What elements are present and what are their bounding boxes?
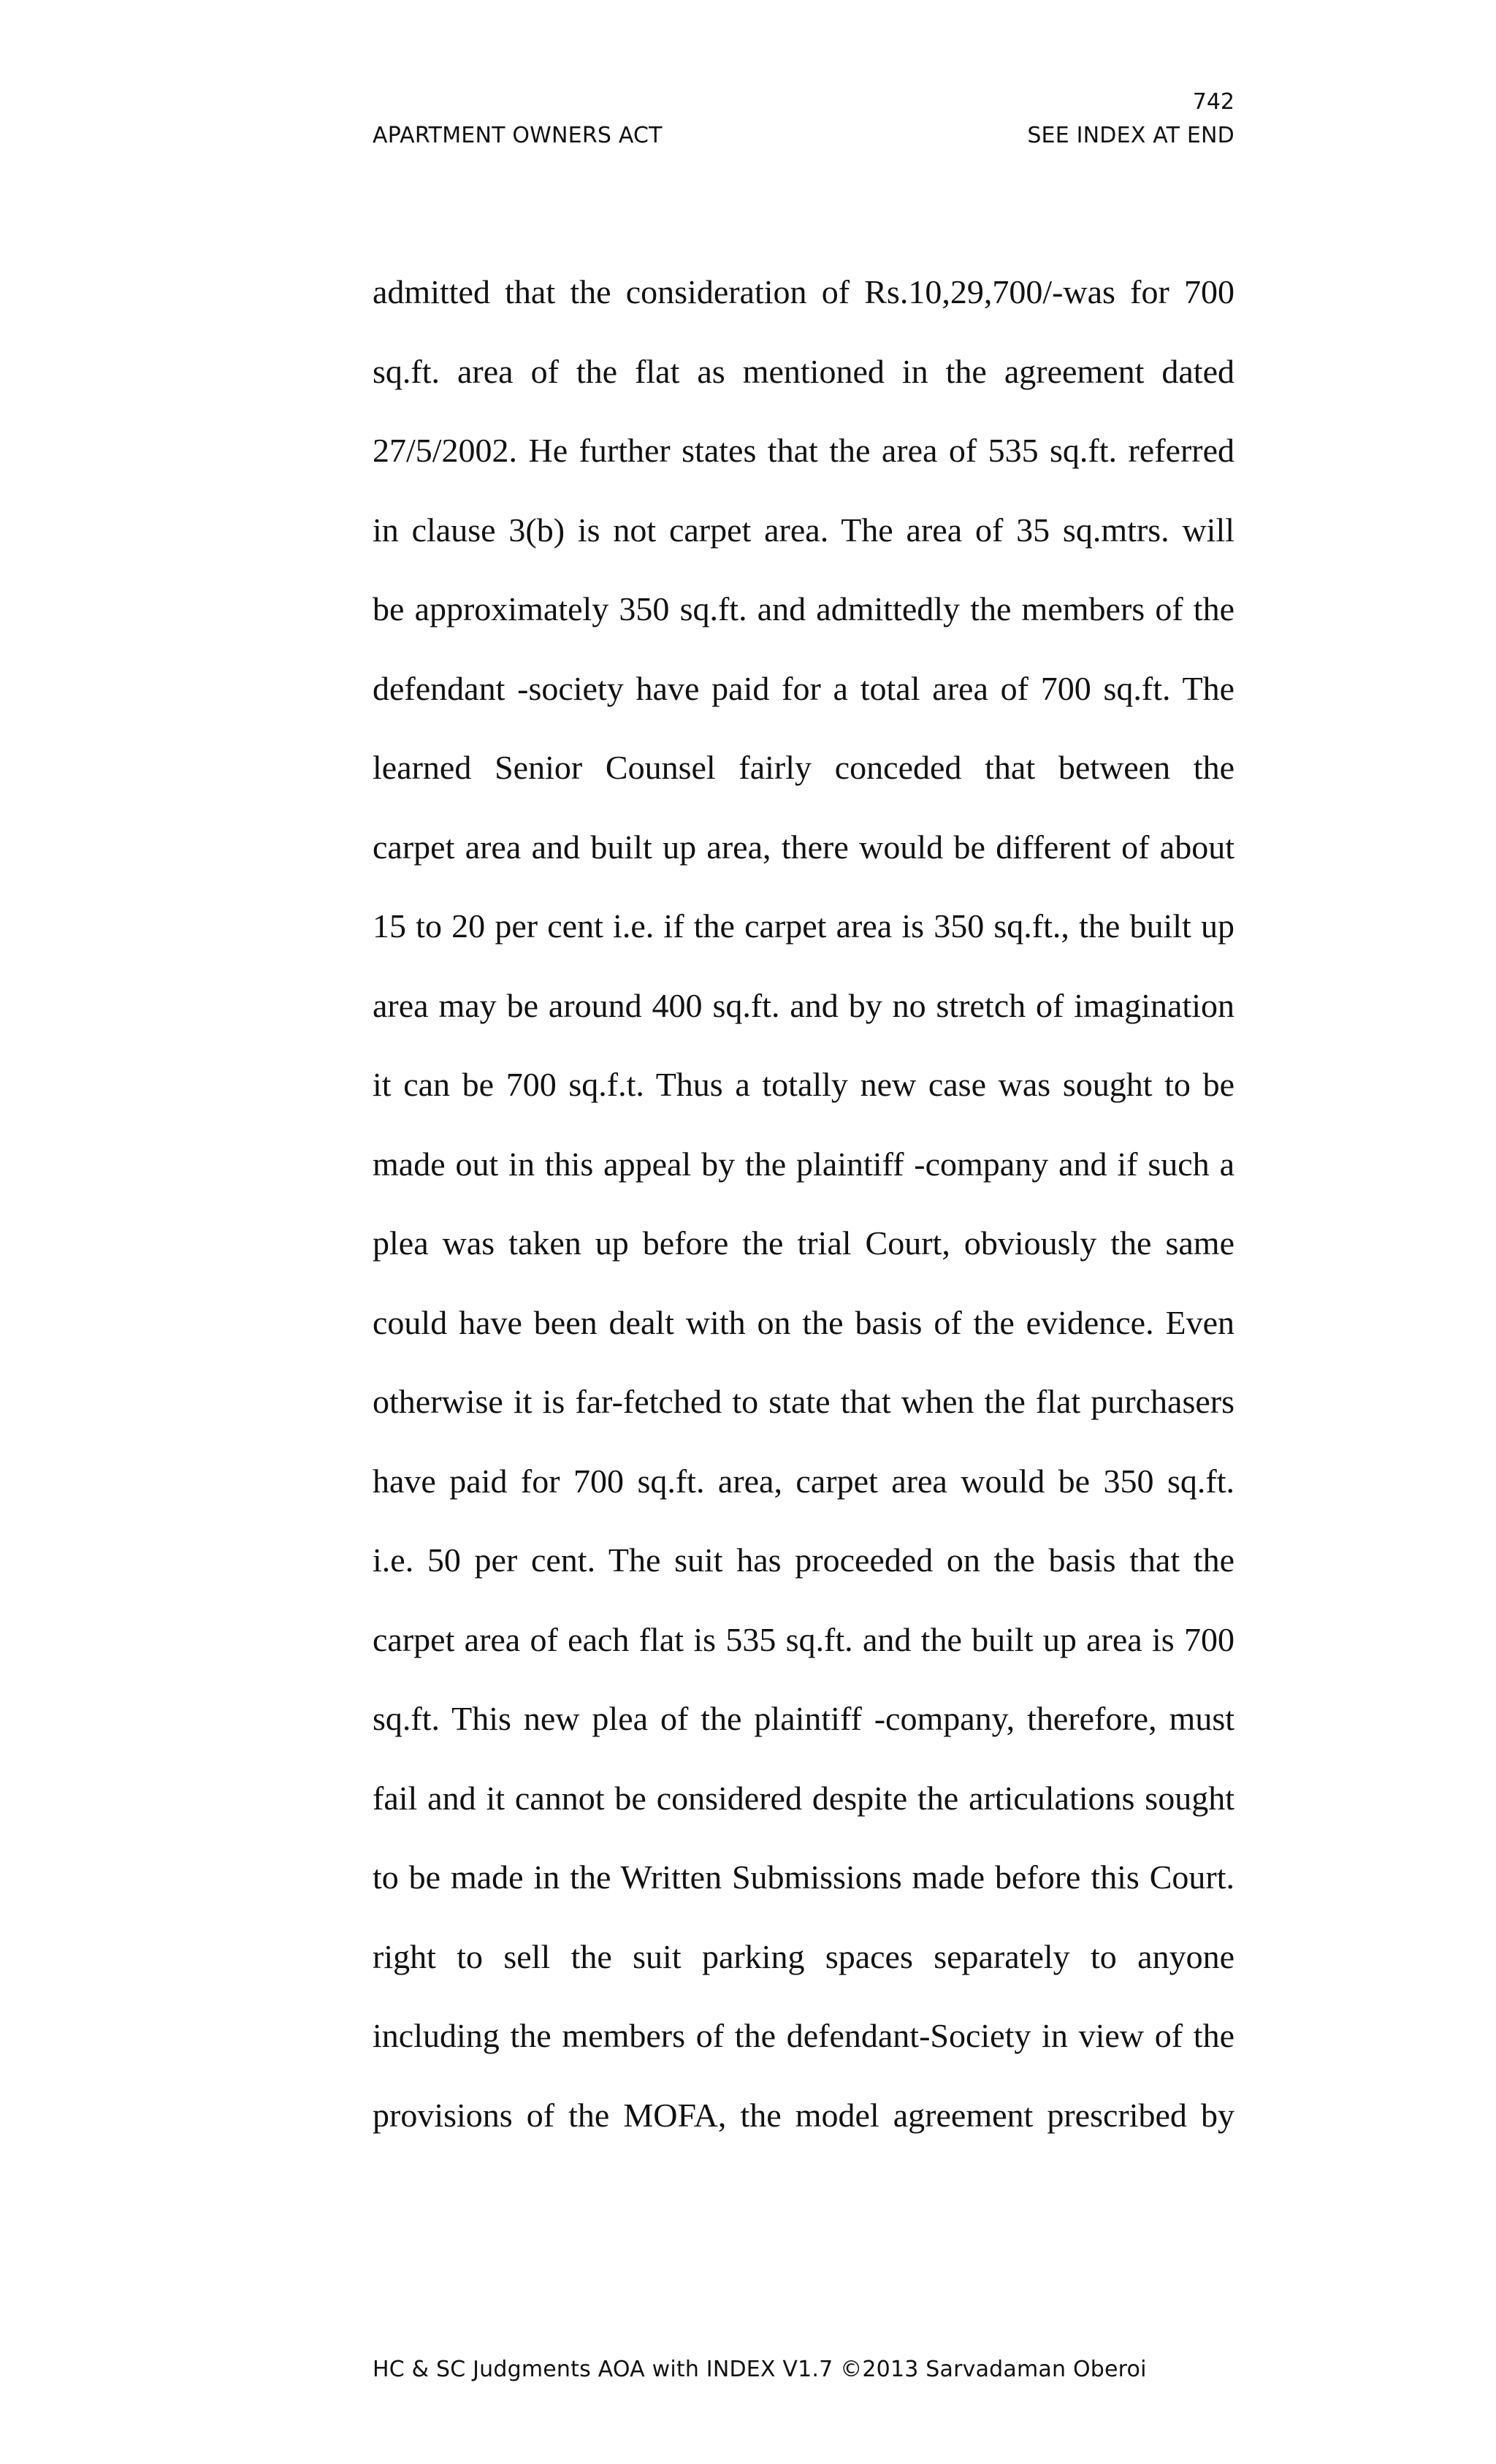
body-line: including the members of the defendant-Society in view of the xyxy=(373,2017,1234,2054)
body-line: area may be around 400 sq.ft. and by no stretch of imagination xyxy=(373,986,1234,1024)
body-line: be approximately 350 sq.ft. and admittedly the members of the xyxy=(373,590,1234,628)
page-footer: HC & SC Judgments AOA with INDEX V1.7 ©2013 Sarvadaman Oberoi xyxy=(373,2357,1147,2382)
body-line: carpet area of each flat is 535 sq.ft. and the built up area is 700 xyxy=(373,1620,1234,1658)
body-line: defendant -society have paid for a total area of 700 sq.ft. The xyxy=(373,669,1234,707)
body-line: carpet area and built up area, there would be different of about xyxy=(373,828,1234,866)
header-right-title: SEE INDEX AT END xyxy=(1027,123,1234,148)
body-line: 27/5/2002. He further states that the area of 535 sq.ft. referred xyxy=(373,432,1234,469)
body-line: admitted that the consideration of Rs.10,29,700/-was for 700 xyxy=(373,273,1234,310)
body-line: made out in this appeal by the plaintiff -company and if such a xyxy=(373,1145,1234,1183)
header-left-title: APARTMENT OWNERS ACT xyxy=(373,123,663,148)
body-line: i.e. 50 per cent. The suit has proceeded on the basis that the xyxy=(373,1541,1234,1579)
body-line: plea was taken up before the trial Court, obviously the same xyxy=(373,1224,1234,1262)
body-line: fail and it cannot be considered despite the articulations sought xyxy=(373,1779,1234,1817)
body-line: to be made in the Written Submissions made before this Court. xyxy=(373,1858,1234,1896)
body-line: otherwise it is far-fetched to state that when the flat purchasers xyxy=(373,1383,1234,1420)
body-line: learned Senior Counsel fairly conceded that between the xyxy=(373,749,1234,786)
page-number: 742 xyxy=(1192,89,1234,115)
body-line: right to sell the suit parking spaces separately to anyone xyxy=(373,1937,1234,1975)
running-header xyxy=(373,123,1234,148)
body-line: 15 to 20 per cent i.e. if the carpet area is 350 sq.ft., the built up xyxy=(373,907,1234,945)
body-line: sq.ft. area of the flat as mentioned in the agreement dated xyxy=(373,352,1234,390)
body-line: sq.ft. This new plea of the plaintiff -company, therefore, must xyxy=(373,1700,1234,1737)
body-line: provisions of the MOFA, the model agreement prescribed by xyxy=(373,2096,1234,2134)
body-line: have paid for 700 sq.ft. area, carpet area would be 350 sq.ft. xyxy=(373,1462,1234,1500)
body-line: it can be 700 sq.f.t. Thus a totally new case was sought to be xyxy=(373,1066,1234,1103)
body-line: could have been dealt with on the basis of the evidence. Even xyxy=(373,1303,1234,1341)
body-line: in clause 3(b) is not carpet area. The area of 35 sq.mtrs. will xyxy=(373,511,1234,549)
body-text xyxy=(373,253,1234,2155)
